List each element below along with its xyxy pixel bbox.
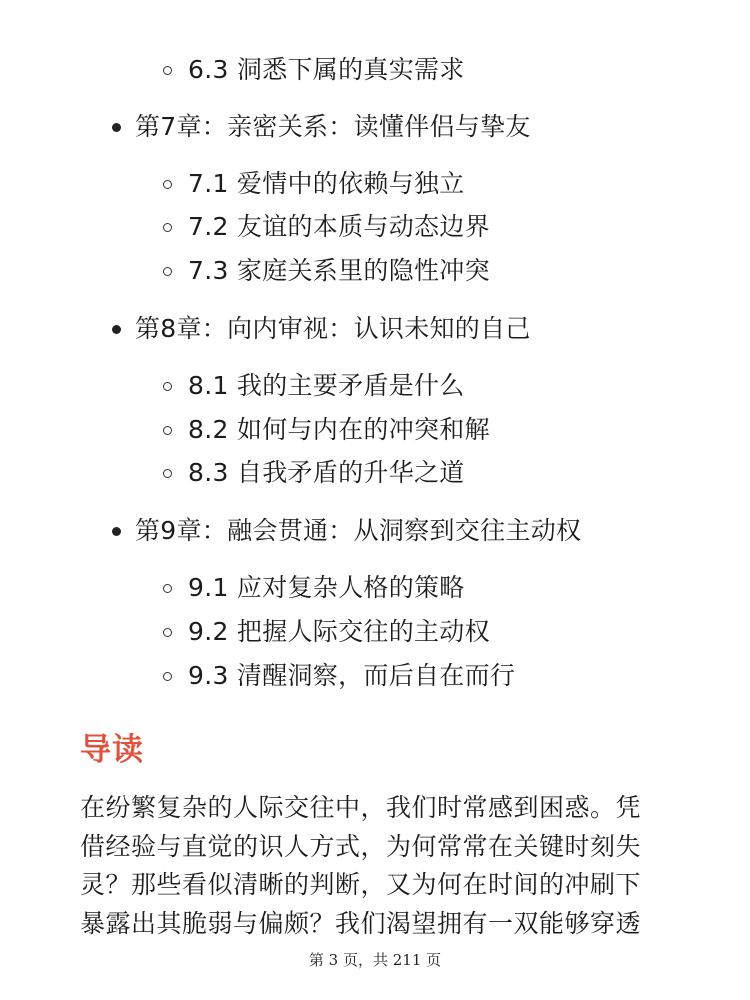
toc-item-text: 9.1 应对复杂人格的策略 <box>188 573 465 602</box>
circle-bullet-icon <box>163 180 172 189</box>
paragraph-line: 在纷繁复杂的人际交往中，我们时常感到困惑。凭 <box>80 793 642 822</box>
toc-item-text: 7.2 友谊的本质与动态边界 <box>188 212 490 241</box>
total-page-count: 211 <box>392 951 422 969</box>
footer-prefix: 第 <box>308 951 324 969</box>
toc-item-text: 第9章：融会贯通：从洞察到交往主动权 <box>135 516 582 545</box>
circle-bullet-icon <box>163 267 172 276</box>
toc-section-9-2[interactable] <box>163 612 490 652</box>
toc-item-text: 8.1 我的主要矛盾是什么 <box>188 371 465 400</box>
toc-item-text: 第8章：向内审视：认识未知的自己 <box>135 314 531 343</box>
circle-bullet-icon <box>163 584 172 593</box>
circle-bullet-icon <box>163 66 172 75</box>
toc-item-text: 8.2 如何与内在的冲突和解 <box>188 415 490 444</box>
toc-item-text: 6.3 洞悉下属的真实需求 <box>188 55 465 84</box>
disc-bullet-icon <box>112 527 121 536</box>
disc-bullet-icon <box>112 123 121 132</box>
toc-section-8-1[interactable] <box>163 366 465 406</box>
circle-bullet-icon <box>163 426 172 435</box>
page-footer <box>0 948 750 972</box>
intro-paragraph <box>80 789 680 943</box>
toc-item-text: 9.2 把握人际交往的主动权 <box>188 617 490 646</box>
circle-bullet-icon <box>163 469 172 478</box>
disc-bullet-icon <box>112 325 121 334</box>
toc-item-text: 第7章：亲密关系：读懂伴侣与挚友 <box>135 112 531 141</box>
toc-section-8-3[interactable] <box>163 453 465 493</box>
current-page-number: 3 <box>328 951 339 969</box>
toc-section-7-1[interactable] <box>163 164 465 204</box>
toc-section-8-2[interactable] <box>163 410 490 450</box>
toc-chapter-9[interactable] <box>112 511 581 551</box>
footer-suffix: 页 <box>426 951 442 969</box>
toc-item-text: 7.3 家庭关系里的隐性冲突 <box>188 256 490 285</box>
footer-middle: 页，共 <box>342 951 388 969</box>
toc-item-text: 8.3 自我矛盾的升华之道 <box>188 458 465 487</box>
toc-chapter-7[interactable] <box>112 107 531 147</box>
circle-bullet-icon <box>163 223 172 232</box>
toc-item-text: 7.1 爱情中的依赖与独立 <box>188 169 465 198</box>
toc-chapter-8[interactable] <box>112 309 531 349</box>
circle-bullet-icon <box>163 628 172 637</box>
toc-section-9-3[interactable] <box>163 656 515 696</box>
toc-section-6-3[interactable] <box>163 50 465 90</box>
toc-section-7-3[interactable] <box>163 251 490 291</box>
paragraph-line: 暴露出其脆弱与偏颇？我们渴望拥有一双能够穿透 <box>80 908 642 938</box>
paragraph-line: 借经验与直觉的识人方式，为何常常在关键时刻失 <box>80 831 642 861</box>
toc-section-7-2[interactable] <box>163 207 490 247</box>
circle-bullet-icon <box>163 672 172 681</box>
circle-bullet-icon <box>163 382 172 391</box>
paragraph-line: 灵？那些看似清晰的判断，又为何在时间的冲刷下 <box>80 870 642 899</box>
toc-section-9-1[interactable] <box>163 568 465 608</box>
section-heading: 导读 <box>80 732 144 768</box>
toc-item-text: 9.3 清醒洞察，而后自在而行 <box>188 661 516 690</box>
